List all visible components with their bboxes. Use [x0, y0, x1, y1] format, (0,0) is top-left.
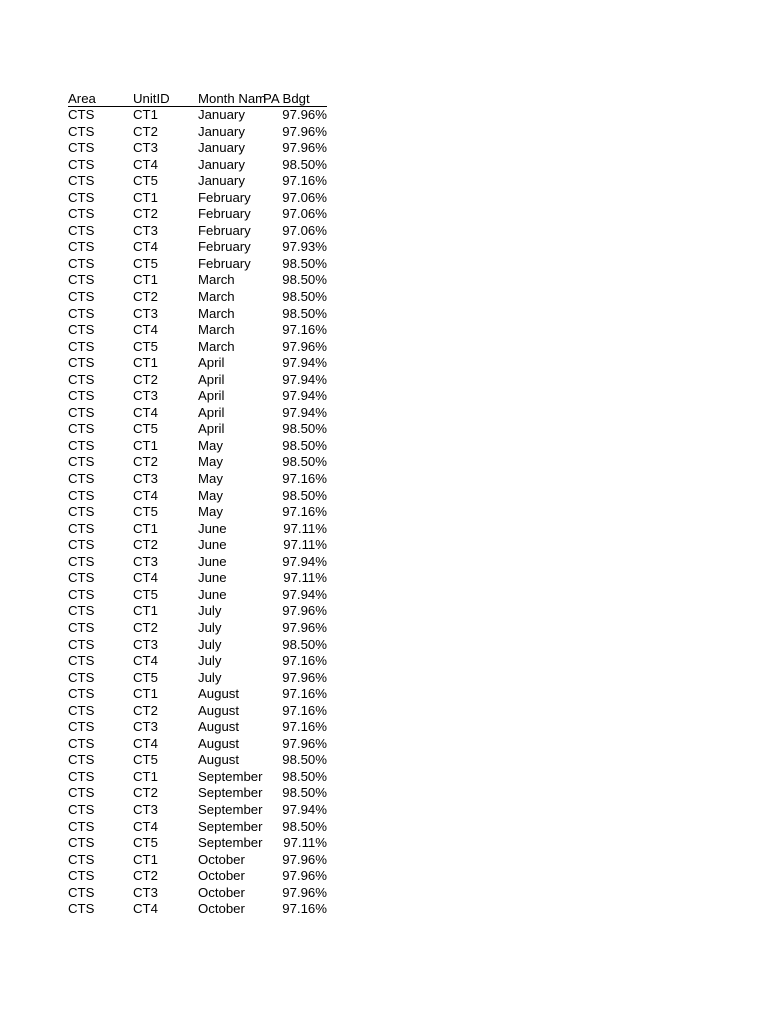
cell-month-name[interactable]: September [198, 768, 263, 784]
cell-month-name[interactable]: April [198, 355, 225, 371]
cell-month-name[interactable]: March [198, 305, 235, 321]
cell-area[interactable]: CTS [68, 388, 95, 404]
cell-area[interactable]: CTS [68, 437, 95, 453]
table-row [68, 852, 327, 869]
cell-pa-bdgt[interactable]: 97.94% [282, 801, 327, 817]
cell-unitid[interactable]: CT3 [133, 553, 158, 569]
cell-unitid[interactable]: CT3 [133, 140, 158, 156]
cell-unitid[interactable]: CT2 [133, 702, 158, 718]
cell-unitid[interactable]: CT4 [133, 239, 158, 255]
cell-area[interactable]: CTS [68, 338, 95, 354]
cell-unitid[interactable]: CT2 [133, 371, 158, 387]
table-row [68, 140, 327, 157]
table-row [68, 190, 327, 207]
table-row [68, 355, 327, 372]
cell-pa-bdgt[interactable]: 97.11% [283, 835, 327, 851]
cell-unitid[interactable]: CT4 [133, 487, 158, 503]
cell-unitid[interactable]: CT1 [133, 189, 158, 205]
table-row [68, 736, 327, 753]
cell-month-name[interactable]: June [198, 537, 227, 553]
table-row [68, 719, 327, 736]
cell-pa-bdgt[interactable]: 97.96% [282, 851, 327, 867]
cell-month-name[interactable]: May [198, 487, 223, 503]
cell-area[interactable]: CTS [68, 371, 95, 387]
cell-pa-bdgt[interactable]: 97.16% [282, 173, 327, 189]
cell-area[interactable]: CTS [68, 272, 95, 288]
cell-area[interactable]: CTS [68, 669, 95, 685]
cell-pa-bdgt[interactable]: 97.16% [282, 653, 327, 669]
cell-month-name[interactable]: January [198, 140, 245, 156]
cell-area[interactable]: CTS [68, 454, 95, 470]
cell-pa-bdgt[interactable]: 97.96% [282, 140, 327, 156]
cell-pa-bdgt[interactable]: 97.96% [282, 669, 327, 685]
cell-month-name[interactable]: May [198, 454, 223, 470]
cell-pa-bdgt[interactable]: 97.94% [282, 404, 327, 420]
cell-pa-bdgt[interactable]: 98.50% [282, 752, 327, 768]
cell-month-name[interactable]: February [198, 189, 251, 205]
table-row [68, 885, 327, 902]
cell-unitid[interactable]: CT3 [133, 884, 158, 900]
cell-unitid[interactable]: CT4 [133, 570, 158, 586]
cell-month-name[interactable]: October [198, 868, 245, 884]
cell-unitid[interactable]: CT5 [133, 173, 158, 189]
header-unitid[interactable]: UnitID [133, 91, 170, 106]
cell-area[interactable]: CTS [68, 553, 95, 569]
table-row [68, 637, 327, 654]
cell-area[interactable]: CTS [68, 570, 95, 586]
cell-area[interactable]: CTS [68, 173, 95, 189]
cell-pa-bdgt[interactable]: 97.94% [282, 355, 327, 371]
cell-pa-bdgt[interactable]: 97.96% [282, 107, 327, 122]
cell-pa-bdgt[interactable]: 97.93% [282, 239, 327, 255]
cell-month-name[interactable]: September [198, 818, 263, 834]
cell-area[interactable]: CTS [68, 653, 95, 669]
cell-area[interactable]: CTS [68, 901, 95, 917]
table-row [68, 256, 327, 273]
cell-unitid[interactable]: CT2 [133, 123, 158, 139]
table-row [68, 653, 327, 670]
cell-area[interactable]: CTS [68, 355, 95, 371]
cell-month-name[interactable]: June [198, 586, 227, 602]
cell-pa-bdgt[interactable]: 97.16% [282, 901, 327, 917]
cell-unitid[interactable]: CT1 [133, 437, 158, 453]
cell-area[interactable]: CTS [68, 619, 95, 635]
cell-unitid[interactable]: CT5 [133, 586, 158, 602]
header-area[interactable]: Area [68, 91, 96, 106]
cell-pa-bdgt[interactable]: 97.06% [282, 206, 327, 222]
cell-area[interactable]: CTS [68, 123, 95, 139]
cell-unitid[interactable]: CT4 [133, 653, 158, 669]
cell-unitid[interactable]: CT1 [133, 851, 158, 867]
cell-unitid[interactable]: CT4 [133, 404, 158, 420]
cell-unitid[interactable]: CT4 [133, 818, 158, 834]
cell-month-name[interactable]: January [198, 156, 245, 172]
cell-month-name[interactable]: February [198, 255, 251, 271]
cell-month-name[interactable]: September [198, 801, 263, 817]
cell-area[interactable]: CTS [68, 884, 95, 900]
cell-month-name[interactable]: April [198, 421, 225, 437]
cell-month-name[interactable]: January [198, 107, 245, 122]
cell-unitid[interactable]: CT3 [133, 801, 158, 817]
cell-unitid[interactable]: CT5 [133, 421, 158, 437]
cell-month-name[interactable]: July [198, 653, 222, 669]
cell-month-name[interactable]: February [198, 239, 251, 255]
table-row [68, 802, 327, 819]
cell-pa-bdgt[interactable]: 97.96% [282, 735, 327, 751]
cell-pa-bdgt[interactable]: 97.16% [282, 471, 327, 487]
table-row [68, 421, 327, 438]
cell-unitid[interactable]: CT1 [133, 520, 158, 536]
cell-unitid[interactable]: CT5 [133, 669, 158, 685]
cell-pa-bdgt[interactable]: 97.16% [282, 686, 327, 702]
table-row [68, 521, 327, 538]
data-sheet [68, 90, 327, 918]
cell-area[interactable]: CTS [68, 735, 95, 751]
cell-month-name[interactable]: May [198, 437, 223, 453]
cell-month-name[interactable]: March [198, 338, 235, 354]
cell-month-name[interactable]: January [198, 173, 245, 189]
cell-area[interactable]: CTS [68, 818, 95, 834]
cell-pa-bdgt[interactable]: 97.96% [282, 338, 327, 354]
cell-pa-bdgt[interactable]: 97.11% [283, 520, 327, 536]
cell-pa-bdgt[interactable]: 97.11% [283, 570, 327, 586]
cell-area[interactable]: CTS [68, 504, 95, 520]
table-row [68, 769, 327, 786]
cell-area[interactable]: CTS [68, 322, 95, 338]
table-row [68, 306, 327, 323]
cell-month-name[interactable]: April [198, 404, 225, 420]
cell-unitid[interactable]: CT1 [133, 768, 158, 784]
table-row [68, 206, 327, 223]
cell-pa-bdgt[interactable]: 98.50% [282, 454, 327, 470]
cell-pa-bdgt[interactable]: 97.94% [282, 388, 327, 404]
cell-area[interactable]: CTS [68, 686, 95, 702]
cell-area[interactable]: CTS [68, 752, 95, 768]
table-row [68, 670, 327, 687]
cell-month-name[interactable]: August [198, 702, 240, 718]
table-row [68, 901, 327, 918]
header-pa-bdgt[interactable]: PA Bdgt [263, 91, 310, 106]
table-row [68, 554, 327, 571]
table-row [68, 289, 327, 306]
table-row [68, 785, 327, 802]
cell-month-name[interactable]: September [198, 785, 263, 801]
cell-pa-bdgt[interactable]: 97.16% [282, 322, 327, 338]
cell-month-name[interactable]: July [198, 619, 222, 635]
table-row [68, 537, 327, 554]
cell-area[interactable]: CTS [68, 239, 95, 255]
cell-unitid[interactable]: CT1 [133, 355, 158, 371]
cell-area[interactable]: CTS [68, 487, 95, 503]
table-row [68, 454, 327, 471]
cell-unitid[interactable]: CT3 [133, 388, 158, 404]
cell-unitid[interactable]: CT3 [133, 471, 158, 487]
cell-unitid[interactable]: CT2 [133, 785, 158, 801]
cell-pa-bdgt[interactable]: 98.50% [282, 156, 327, 172]
table-row [68, 272, 327, 289]
cell-area[interactable]: CTS [68, 471, 95, 487]
cell-month-name[interactable]: October [198, 901, 245, 917]
table-row [68, 322, 327, 339]
table-row [68, 819, 327, 836]
cell-pa-bdgt[interactable]: 97.16% [282, 702, 327, 718]
cell-unitid[interactable]: CT3 [133, 636, 158, 652]
cell-pa-bdgt[interactable]: 97.96% [282, 884, 327, 900]
table-row [68, 570, 327, 587]
cell-unitid[interactable]: CT4 [133, 322, 158, 338]
cell-pa-bdgt[interactable]: 98.50% [282, 818, 327, 834]
table-row [68, 405, 327, 422]
table-row [68, 471, 327, 488]
cell-month-name[interactable]: February [198, 222, 251, 238]
cell-month-name[interactable]: August [198, 686, 240, 702]
table-row [68, 488, 327, 505]
cell-pa-bdgt[interactable]: 97.96% [282, 868, 327, 884]
cell-area[interactable]: CTS [68, 785, 95, 801]
table-row [68, 703, 327, 720]
cell-unitid[interactable]: CT5 [133, 504, 158, 520]
cell-month-name[interactable]: October [198, 884, 245, 900]
cell-area[interactable]: CTS [68, 851, 95, 867]
cell-month-name[interactable]: February [198, 206, 251, 222]
table-row [68, 372, 327, 389]
cell-area[interactable]: CTS [68, 719, 95, 735]
header-month-name[interactable]: Month Nam [198, 91, 267, 106]
cell-pa-bdgt[interactable]: 97.94% [282, 553, 327, 569]
cell-pa-bdgt[interactable]: 97.96% [282, 123, 327, 139]
cell-month-name[interactable]: July [198, 669, 222, 685]
cell-area[interactable]: CTS [68, 801, 95, 817]
cell-unitid[interactable]: CT1 [133, 603, 158, 619]
cell-area[interactable]: CTS [68, 868, 95, 884]
cell-unitid[interactable]: CT4 [133, 901, 158, 917]
cell-area[interactable]: CTS [68, 206, 95, 222]
cell-unitid[interactable]: CT5 [133, 752, 158, 768]
cell-unitid[interactable]: CT3 [133, 305, 158, 321]
cell-pa-bdgt[interactable]: 98.50% [282, 289, 327, 305]
table-row [68, 107, 327, 124]
cell-pa-bdgt[interactable]: 97.06% [282, 222, 327, 238]
cell-month-name[interactable]: April [198, 388, 225, 404]
cell-area[interactable]: CTS [68, 421, 95, 437]
cell-area[interactable]: CTS [68, 222, 95, 238]
table-row [68, 239, 327, 256]
cell-unitid[interactable]: CT1 [133, 107, 158, 122]
table-row [68, 388, 327, 405]
cell-area[interactable]: CTS [68, 156, 95, 172]
cell-pa-bdgt[interactable]: 98.50% [282, 487, 327, 503]
cell-pa-bdgt[interactable]: 97.06% [282, 189, 327, 205]
header-row [68, 90, 327, 107]
cell-unitid[interactable]: CT3 [133, 719, 158, 735]
cell-pa-bdgt[interactable]: 98.50% [282, 272, 327, 288]
cell-unitid[interactable]: CT2 [133, 619, 158, 635]
cell-area[interactable]: CTS [68, 305, 95, 321]
cell-pa-bdgt[interactable]: 97.96% [282, 603, 327, 619]
cell-pa-bdgt[interactable]: 98.50% [282, 785, 327, 801]
cell-pa-bdgt[interactable]: 97.94% [282, 586, 327, 602]
cell-pa-bdgt[interactable]: 98.50% [282, 768, 327, 784]
cell-unitid[interactable]: CT2 [133, 206, 158, 222]
cell-month-name[interactable]: May [198, 471, 223, 487]
cell-area[interactable]: CTS [68, 702, 95, 718]
table-row [68, 686, 327, 703]
cell-area[interactable]: CTS [68, 586, 95, 602]
cell-area[interactable]: CTS [68, 603, 95, 619]
table-row [68, 587, 327, 604]
table-row [68, 620, 327, 637]
cell-month-name[interactable]: March [198, 289, 235, 305]
cell-pa-bdgt[interactable]: 98.50% [282, 636, 327, 652]
cell-area[interactable]: CTS [68, 107, 95, 122]
cell-month-name[interactable]: April [198, 371, 225, 387]
cell-pa-bdgt[interactable]: 97.96% [282, 619, 327, 635]
cell-pa-bdgt[interactable]: 98.50% [282, 255, 327, 271]
table-row [68, 223, 327, 240]
cell-month-name[interactable]: July [198, 636, 222, 652]
cell-unitid[interactable]: CT3 [133, 222, 158, 238]
cell-unitid[interactable]: CT4 [133, 156, 158, 172]
cell-area[interactable]: CTS [68, 255, 95, 271]
table-row [68, 438, 327, 455]
cell-unitid[interactable]: CT4 [133, 735, 158, 751]
cell-unitid[interactable]: CT2 [133, 537, 158, 553]
cell-unitid[interactable]: CT5 [133, 255, 158, 271]
cell-area[interactable]: CTS [68, 768, 95, 784]
cell-month-name[interactable]: August [198, 719, 240, 735]
cell-month-name[interactable]: July [198, 603, 222, 619]
cell-month-name[interactable]: March [198, 272, 235, 288]
cell-area[interactable]: CTS [68, 289, 95, 305]
cell-unitid[interactable]: CT2 [133, 289, 158, 305]
table-body [68, 107, 327, 918]
cell-unitid[interactable]: CT2 [133, 868, 158, 884]
cell-month-name[interactable]: May [198, 504, 223, 520]
cell-pa-bdgt[interactable]: 98.50% [282, 421, 327, 437]
cell-month-name[interactable]: January [198, 123, 245, 139]
cell-month-name[interactable]: September [198, 835, 263, 851]
cell-month-name[interactable]: August [198, 735, 240, 751]
cell-month-name[interactable]: June [198, 570, 227, 586]
cell-area[interactable]: CTS [68, 520, 95, 536]
table-row [68, 173, 327, 190]
cell-pa-bdgt[interactable]: 97.94% [282, 371, 327, 387]
cell-area[interactable]: CTS [68, 140, 95, 156]
cell-unitid[interactable]: CT5 [133, 835, 158, 851]
cell-pa-bdgt[interactable]: 97.16% [282, 504, 327, 520]
table-row [68, 752, 327, 769]
table-row [68, 339, 327, 356]
cell-unitid[interactable]: CT2 [133, 454, 158, 470]
cell-month-name[interactable]: June [198, 553, 227, 569]
cell-pa-bdgt[interactable]: 98.50% [282, 305, 327, 321]
cell-pa-bdgt[interactable]: 97.11% [283, 537, 327, 553]
cell-month-name[interactable]: October [198, 851, 245, 867]
cell-unitid[interactable]: CT5 [133, 338, 158, 354]
cell-area[interactable]: CTS [68, 835, 95, 851]
cell-area[interactable]: CTS [68, 636, 95, 652]
cell-area[interactable]: CTS [68, 537, 95, 553]
cell-area[interactable]: CTS [68, 404, 95, 420]
cell-pa-bdgt[interactable]: 97.16% [282, 719, 327, 735]
cell-pa-bdgt[interactable]: 98.50% [282, 437, 327, 453]
table-row [68, 157, 327, 174]
table-row [68, 603, 327, 620]
table-row [68, 124, 327, 141]
cell-month-name[interactable]: June [198, 520, 227, 536]
table-row [68, 835, 327, 852]
table-row [68, 868, 327, 885]
cell-unitid[interactable]: CT1 [133, 272, 158, 288]
cell-month-name[interactable]: March [198, 322, 235, 338]
table-row [68, 504, 327, 521]
cell-unitid[interactable]: CT1 [133, 686, 158, 702]
cell-area[interactable]: CTS [68, 189, 95, 205]
cell-month-name[interactable]: August [198, 752, 240, 768]
